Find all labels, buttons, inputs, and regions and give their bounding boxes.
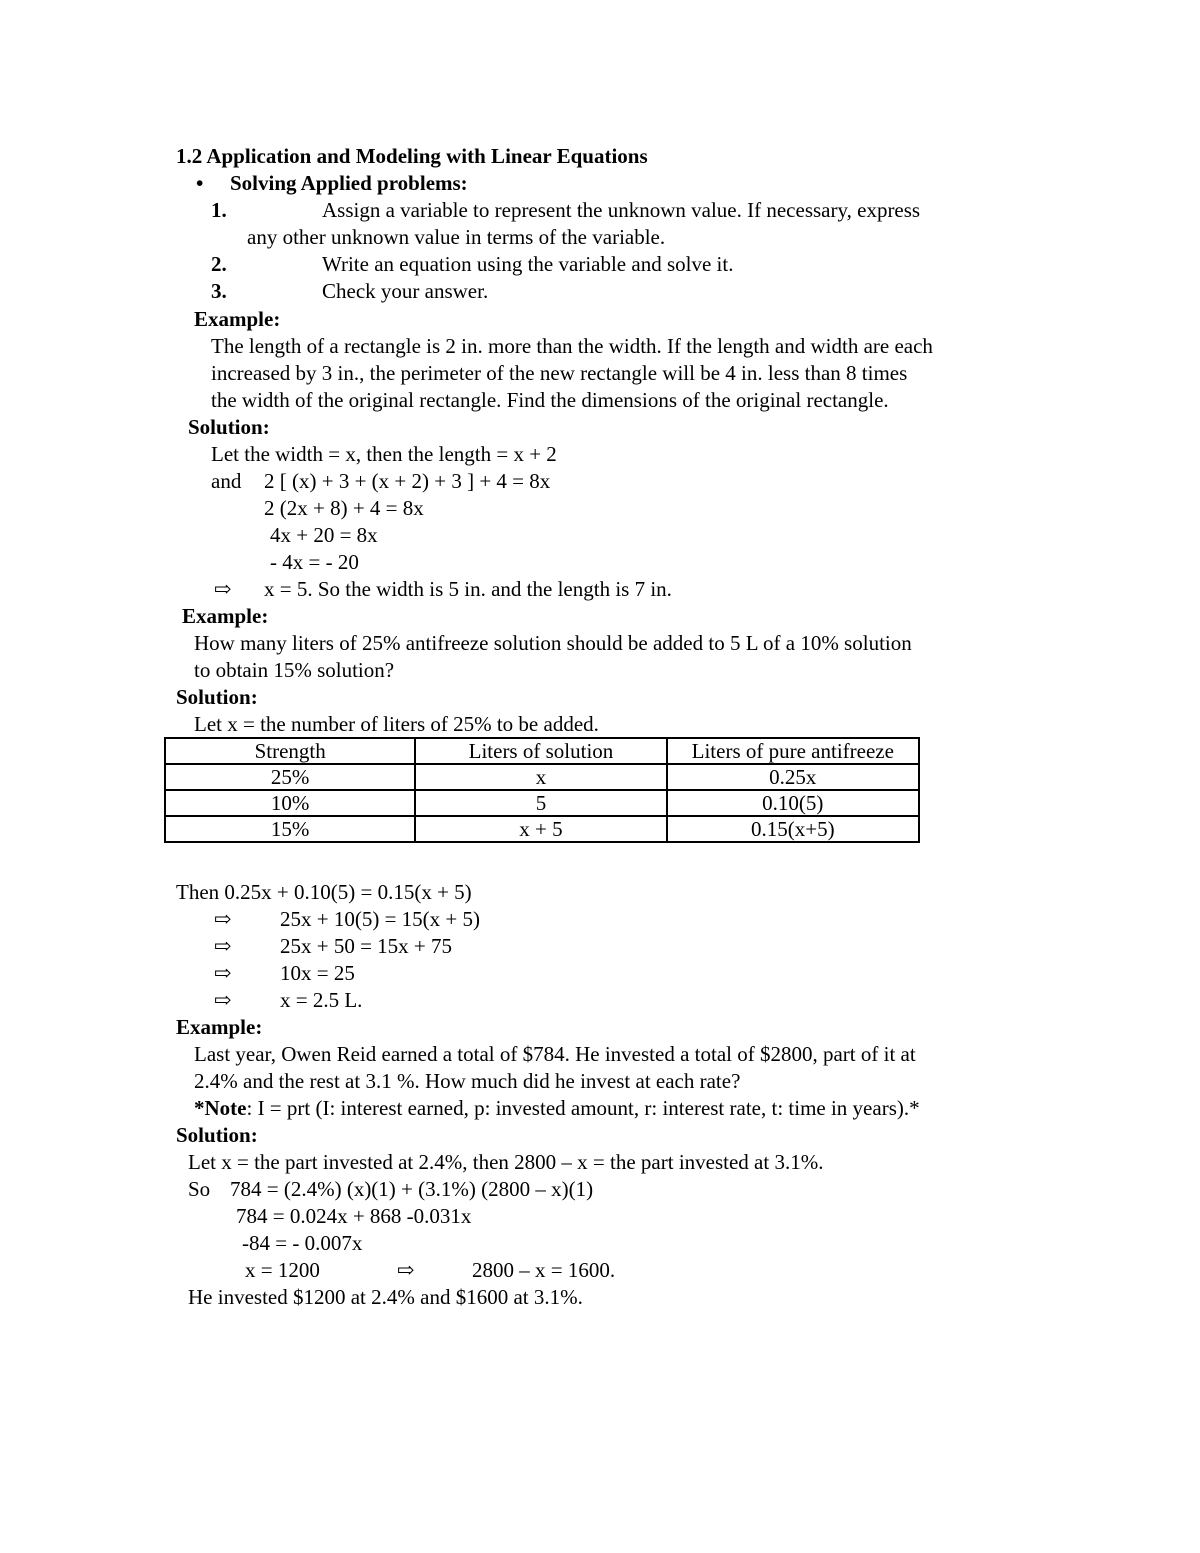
problem-line: The length of a rectangle is 2 in. more than the width. If the length and width are each [211, 334, 933, 358]
solution-heading: Solution: [176, 1123, 258, 1147]
step-number: 1. [211, 198, 227, 222]
table-cell: 25% [165, 764, 415, 790]
example-heading: Example: [176, 1015, 263, 1039]
page-title: 1.2 Application and Modeling with Linear Equations [176, 144, 648, 168]
solution-result: x = 5. So the width is 5 in. and the length is 7 in. [264, 577, 672, 601]
problem-line: 2.4% and the rest at 3.1 %. How much did he invest at each rate? [194, 1069, 741, 1093]
table-header-cell: Liters of pure antifreeze [667, 738, 919, 764]
solution-equation: x = 1200 [245, 1258, 320, 1282]
step-number: 3. [211, 279, 227, 303]
solution-so: So [188, 1177, 211, 1201]
solution-and: and [211, 469, 242, 493]
example-heading: Example: [194, 307, 281, 331]
table-header-cell: Liters of solution [415, 738, 666, 764]
problem-line: increased by 3 in., the perimeter of the new rectangle will be 4 in. less than 8 times [211, 361, 908, 385]
bullet-heading: Solving Applied problems: [230, 171, 468, 195]
solution-equation: 2 (2x + 8) + 4 = 8x [264, 496, 424, 520]
table-cell: 15% [165, 816, 415, 842]
example-heading: Example: [182, 604, 269, 628]
step-text: Assign a variable to represent the unknown value. If necessary, express [322, 198, 921, 222]
table-cell: 0.10(5) [667, 790, 919, 816]
solution-equation: 4x + 20 = 8x [270, 523, 378, 547]
solution-equation: 25x + 10(5) = 15(x + 5) [280, 907, 481, 931]
table-row [165, 816, 919, 842]
solution-heading: Solution: [176, 685, 258, 709]
table-row [165, 764, 919, 790]
note-text: : I = prt (I: interest earned, p: invested amount, r: interest rate, t: time in years).* [246, 1096, 920, 1120]
implies-arrow-icon: ⇨ [214, 934, 232, 958]
solution-line: Let the width = x, then the length = x + 2 [211, 442, 557, 466]
step-number: 2. [211, 252, 227, 276]
table-row [165, 790, 919, 816]
problem-line: to obtain 15% solution? [194, 658, 395, 682]
table-cell: 5 [415, 790, 666, 816]
problem-line: How many liters of 25% antifreeze solution should be added to 5 L of a 10% solution [194, 631, 912, 655]
solution-result: x = 2.5 L. [280, 988, 363, 1012]
solution-equation: -84 = - 0.007x [242, 1231, 363, 1255]
table-header-cell: Strength [165, 738, 415, 764]
solution-equation: 2 [ (x) + 3 + (x + 2) + 3 ] + 4 = 8x [264, 469, 551, 493]
note-line [194, 1095, 920, 1121]
implies-arrow-icon: ⇨ [214, 988, 232, 1012]
implies-arrow-icon: ⇨ [214, 577, 232, 601]
implies-arrow-icon: ⇨ [397, 1258, 415, 1282]
table-cell: 10% [165, 790, 415, 816]
solution-equation: 784 = (2.4%) (x)(1) + (3.1%) (2800 – x)(1) [230, 1177, 594, 1201]
implies-arrow-icon: ⇨ [214, 961, 232, 985]
note-label: *Note [194, 1096, 247, 1120]
problem-line: Last year, Owen Reid earned a total of $784. He invested a total of $2800, part of it at [194, 1042, 916, 1066]
solution-conclusion: He invested $1200 at 2.4% and $1600 at 3.1%. [188, 1285, 583, 1309]
table-header-row [165, 738, 919, 764]
step-text: Check your answer. [322, 279, 489, 303]
problem-line: the width of the original rectangle. Find the dimensions of the original rectangle. [211, 388, 889, 412]
solution-line: Then 0.25x + 0.10(5) = 0.15(x + 5) [176, 880, 472, 904]
solution-heading: Solution: [188, 415, 270, 439]
solution-equation: 784 = 0.024x + 868 -0.031x [236, 1204, 472, 1228]
table-cell: 0.25x [667, 764, 919, 790]
table-cell: x [415, 764, 666, 790]
bullet-symbol: • [196, 171, 204, 195]
mixture-table [164, 737, 920, 843]
step-text: Write an equation using the variable and solve it. [322, 252, 734, 276]
implies-arrow-icon: ⇨ [214, 907, 232, 931]
solution-equation: - 4x = - 20 [270, 550, 359, 574]
table-cell: x + 5 [415, 816, 666, 842]
solution-equation: 25x + 50 = 15x + 75 [280, 934, 453, 958]
solution-equation: 2800 – x = 1600. [472, 1258, 616, 1282]
table-cell: 0.15(x+5) [667, 816, 919, 842]
solution-intro: Let x = the number of liters of 25% to be added. [194, 712, 599, 736]
solution-line: Let x = the part invested at 2.4%, then 2800 – x = the part invested at 3.1%. [188, 1150, 824, 1174]
step-text-continued: any other unknown value in terms of the variable. [247, 225, 666, 249]
solution-equation: 10x = 25 [280, 961, 355, 985]
